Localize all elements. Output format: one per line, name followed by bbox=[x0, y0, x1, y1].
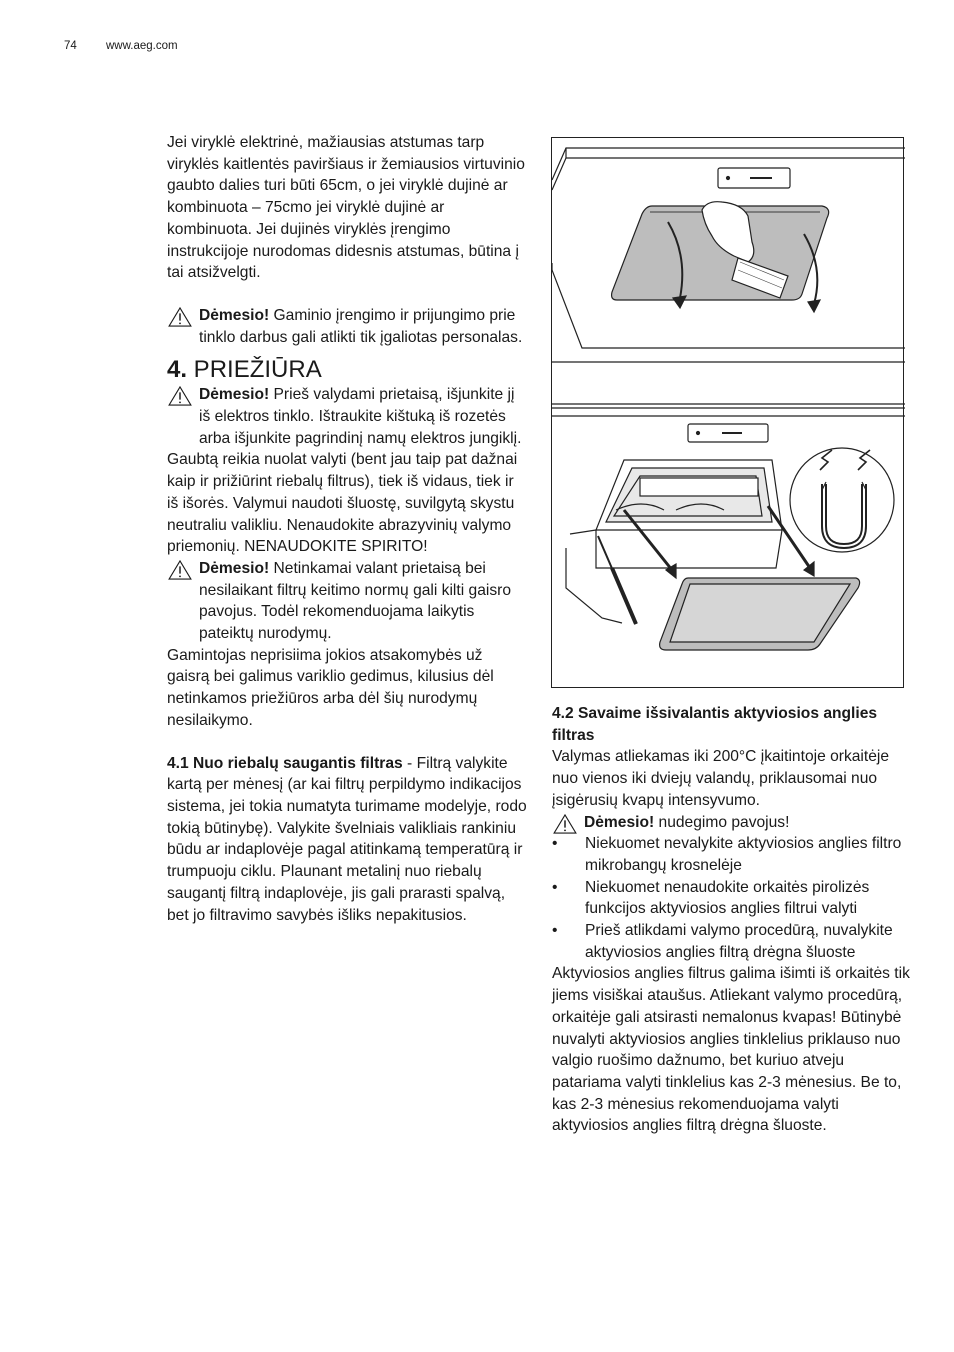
subsection-text: - Filtrą valykite kartą per mėnesį (ar kai filtrų perpildymo indikacijos sistema, jei tokia numatyta turimame modelyje, rodo tokią būtinybę). Valykite švelniais valikliais rankiniu būdu ar indaplovėje pagal atitinkamą temperatūrą ir trumpuoju ciklu. Plaunant metalinį nuo riebalų saugantį filtrą indaplovėje, jis gali prarasti spalvą, bet jo filtravimo savybės išliks nepakitusios. bbox=[167, 754, 527, 924]
list-item-text: Prieš atlikdami valymo procedūrą, nuvalykite aktyviosios anglies filtrą drėgna šluoste bbox=[585, 922, 893, 961]
subsection-title: 4.2 Savaime išsivalantis aktyviosios anglies filtras bbox=[552, 705, 878, 744]
warning-label: Dėmesio! bbox=[199, 386, 270, 404]
warning-installation bbox=[167, 305, 527, 348]
warning-triangle-icon bbox=[167, 560, 193, 580]
section-title: PRIEŽIŪRA bbox=[187, 356, 322, 384]
hood-bottom-view bbox=[552, 416, 905, 650]
warning-triangle-icon bbox=[167, 307, 193, 327]
warning-text: Gaminio įrengimo ir prijungimo prie tinklo darbus gali atlikti tik įgaliotas personalas. bbox=[199, 306, 523, 346]
list-item bbox=[552, 920, 912, 963]
section-heading bbox=[167, 356, 527, 384]
website-url: www.aeg.com bbox=[106, 40, 178, 52]
section-number: 4. bbox=[167, 356, 188, 384]
warning-triangle-icon bbox=[552, 814, 578, 834]
bullet-glyph: • bbox=[552, 835, 558, 853]
warning-burn bbox=[552, 812, 912, 834]
carbon-removal-paragraph: Aktyviosios anglies filtrus galima išimti iš orkaitės tik jiems visiškai ataušus. Atliekant valymo procedūrą, orkaitėje gali atsirasti nemalonus kvapas! Būtinybė nuvalyti aktyviosios anglies tinklelius priklauso nuo valgio ruošimo dažnumo, bet kuriuo atveju patariama valyti tinklelius kas 2-3 mėnesius. Be to, kas 2-3 mėnesius rekomenduojama valyti aktyviosios anglies filtrą drėgna šluoste. bbox=[552, 965, 910, 1135]
grease-filter-paragraph bbox=[167, 753, 527, 927]
list-item-text: Niekuomet nenaudokite orkaitės pirolizės funkcijos aktyviosios anglies filtrui valyti bbox=[585, 878, 870, 918]
hood-top-view bbox=[552, 148, 905, 348]
warning-disconnect bbox=[167, 384, 527, 449]
bullet-glyph: • bbox=[552, 878, 558, 896]
list-item-text: Niekuomet nevalykite aktyviosios anglies filtro mikrobangų krosnelėje bbox=[585, 835, 902, 874]
warning-label: Dėmesio! bbox=[199, 306, 270, 324]
list-item bbox=[552, 833, 912, 876]
left-column bbox=[167, 132, 527, 926]
intro-paragraph: Jei viryklė elektrinė, mažiausias atstumas tarp viryklės kaitlentės paviršiaus ir žemiausios virtuvinio gaubto dalies turi būti 65cm, o jei viryklė dujinė ar kombinuota – 75cmo jei viryklė dujinė ar kombinuota. Jei dujinės viryklės įrengimo instrukcijoje nurodomas didesnis atstumas, būtina į tai atsižvelgti. bbox=[167, 134, 525, 282]
warning-fire bbox=[167, 558, 527, 645]
warning-text: nudegimo pavojus! bbox=[654, 813, 790, 831]
list-item bbox=[552, 877, 912, 920]
warning-label: Dėmesio! bbox=[199, 559, 270, 577]
right-column bbox=[552, 703, 912, 1137]
page-number: 74 bbox=[64, 40, 77, 52]
bullet-glyph: • bbox=[552, 922, 558, 940]
carbon-filter-paragraph: Valymas atliekamas iki 200°C įkaitintoje orkaitėje nuo vienos iki dviejų valandų, priklausomai nuo įsigėrusių kvapų intensyvumo. bbox=[552, 748, 890, 809]
warning-text: Netinkamai valant prietaisą bei nesilaikant filtrų keitimo normų gali kilti gaisro pavojus. Todėl rekomenduojama laikytis pateiktų nurodymų. bbox=[199, 559, 511, 643]
warning-text: Prieš valydami prietaisą, išjunkite jį iš elektros tinklo. Ištraukite kištuką iš rozetės arba išjunkite pagrindinį namų elektros jungiklį. bbox=[199, 386, 522, 447]
hood-filter-illustration bbox=[552, 138, 905, 689]
warning-triangle-icon bbox=[167, 386, 193, 406]
warning-label: Dėmesio! bbox=[584, 813, 655, 831]
page-header bbox=[64, 40, 204, 52]
subsection-title: 4.1 Nuo riebalų saugantis filtras bbox=[167, 754, 403, 772]
liability-paragraph: Gamintojas neprisiima jokios atsakomybės už gaisrą bei galimus variklio gedimus, kilusius dėl netinkamos priežiūros arba dėl šių nurodymų nesilaikymo. bbox=[167, 646, 494, 729]
cleaning-paragraph: Gaubtą reikia nuolat valyti (bent jau taip pat dažnai kaip ir prižiūrint riebalų filtrus), tiek iš vidaus, tiek ir iš išorės. Valymui naudoti šluostę, suvilgytą skystu neutraliu valikliu. Nenaudokite abrazyvinių valymo priemonių. NENAUDOKITE SPIRITO! bbox=[167, 451, 518, 556]
illustration-frame bbox=[551, 137, 904, 688]
